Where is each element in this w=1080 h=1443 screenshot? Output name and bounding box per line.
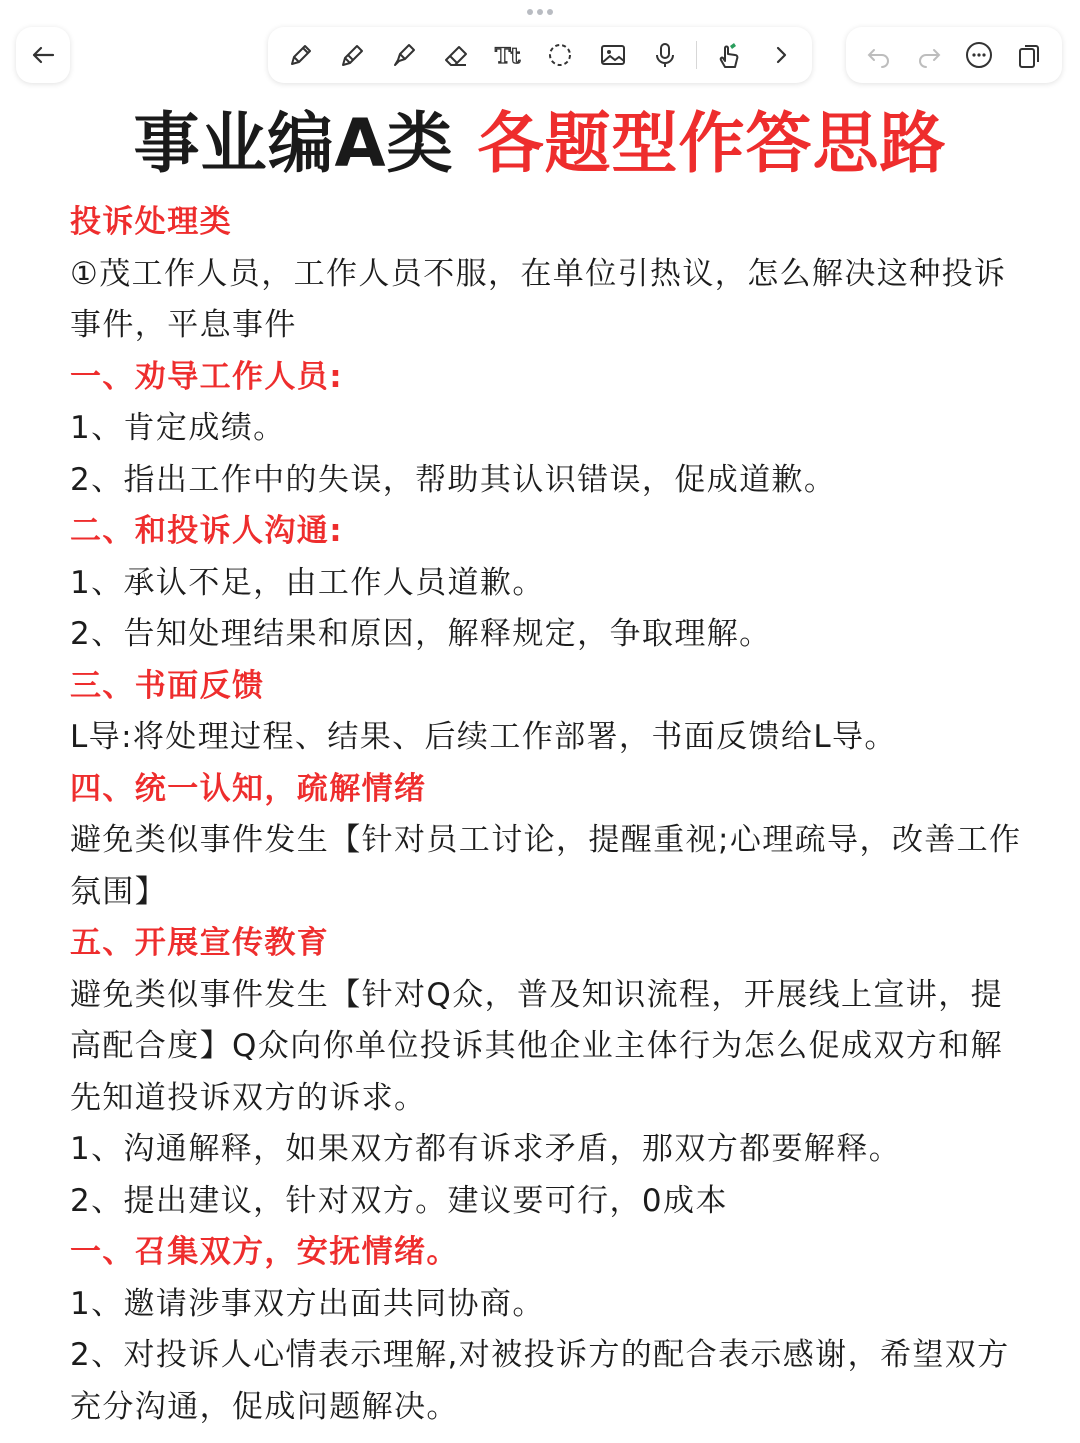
eraser-icon	[441, 40, 471, 70]
touch-mode-button[interactable]	[708, 34, 750, 76]
section-heading: 三、书面反馈	[70, 667, 265, 704]
section-heading: 投诉处理类	[70, 204, 232, 240]
body-line: 避免类似事件发生【针对员工讨论，提醒重视;心理疏导，改善工作氛围】	[70, 822, 1022, 910]
title-part-2: 各题型作答思路	[477, 105, 947, 182]
lasso-tool-button[interactable]	[539, 34, 581, 76]
back-arrow-icon	[28, 40, 58, 70]
body-line: ①茂工作人员，工作人员不服，在单位引热议，怎么解决这种投诉事件，平息事件	[70, 255, 1007, 343]
more-icon	[964, 40, 994, 70]
pages-button[interactable]	[1008, 34, 1050, 76]
section-heading: 一、劝导工作人员:	[70, 358, 343, 395]
drawing-tools-bar	[268, 27, 812, 83]
redo-icon	[914, 40, 944, 70]
note-content	[70, 197, 1030, 1433]
pencil-icon	[336, 40, 366, 70]
pages-icon	[1014, 40, 1044, 70]
microphone-icon	[650, 40, 680, 70]
section-heading: 一、召集双方，安抚情绪。	[70, 1234, 459, 1270]
redo-button[interactable]	[908, 34, 950, 76]
more-options-button[interactable]	[958, 34, 1000, 76]
section-heading: 二、和投诉人沟通:	[70, 513, 343, 549]
body-line: 1、邀请涉事双方出面共同协商。	[70, 1285, 545, 1322]
voice-tool-button[interactable]	[644, 34, 686, 76]
chevron-right-icon	[766, 40, 796, 70]
back-button[interactable]	[16, 27, 70, 83]
title-part-1: 事业编A类	[133, 105, 454, 182]
body-line: 2、对投诉人心情表示理解,对被投诉方的配合表示感谢，希望双方充分沟通，促成问题解决。	[70, 1337, 1010, 1425]
pen-tool-button[interactable]	[278, 34, 320, 76]
svg-text:Tt: Tt	[495, 43, 521, 68]
top-toolbar	[0, 0, 1080, 100]
undo-icon	[864, 40, 894, 70]
body-line: 避免类似事件发生【针对Q众，普及知识流程，开展线上宣讲，提高配合度】Q众向你单位投诉其他企业主体行为怎么促成双方和解先知道投诉双方的诉求。	[70, 976, 1003, 1116]
more-tools-button[interactable]	[760, 34, 802, 76]
section-heading: 四、统一认知，疏解情绪	[70, 770, 427, 807]
text-tool-button[interactable]	[487, 34, 529, 76]
section-heading: 五、开展宣传教育	[70, 925, 330, 961]
window-grab-handle[interactable]	[524, 9, 556, 17]
body-line: 2、告知处理结果和原因，解释规定，争取理解。	[70, 616, 772, 652]
image-tool-button[interactable]	[592, 34, 634, 76]
highlighter-icon	[389, 40, 419, 70]
body-line: 2、指出工作中的失误，帮助其认识错误，促成道歉。	[70, 461, 837, 498]
eraser-tool-button[interactable]	[435, 34, 477, 76]
toolbar-divider	[696, 41, 697, 69]
text-tool-icon	[493, 40, 523, 70]
document-actions-bar	[846, 27, 1062, 83]
body-line: 1、沟通解释，如果双方都有诉求矛盾，那双方都要解释。	[70, 1131, 902, 1167]
body-line: 1、肯定成绩。	[70, 410, 286, 446]
pen-icon	[284, 40, 314, 70]
body-line: 2、提出建议，针对双方。建议要可行，0成本	[70, 1182, 728, 1219]
highlighter-tool-button[interactable]	[383, 34, 425, 76]
touch-hand-icon	[714, 40, 744, 70]
pencil-tool-button[interactable]	[330, 34, 372, 76]
body-line: L导:将处理过程、结果、后续工作部署，书面反馈给L导。	[70, 719, 897, 755]
body-line: 1、承认不足，由工作人员道歉。	[70, 564, 545, 601]
image-icon	[598, 40, 628, 70]
page-title	[0, 104, 1080, 184]
undo-button[interactable]	[858, 34, 900, 76]
lasso-icon	[545, 40, 575, 70]
